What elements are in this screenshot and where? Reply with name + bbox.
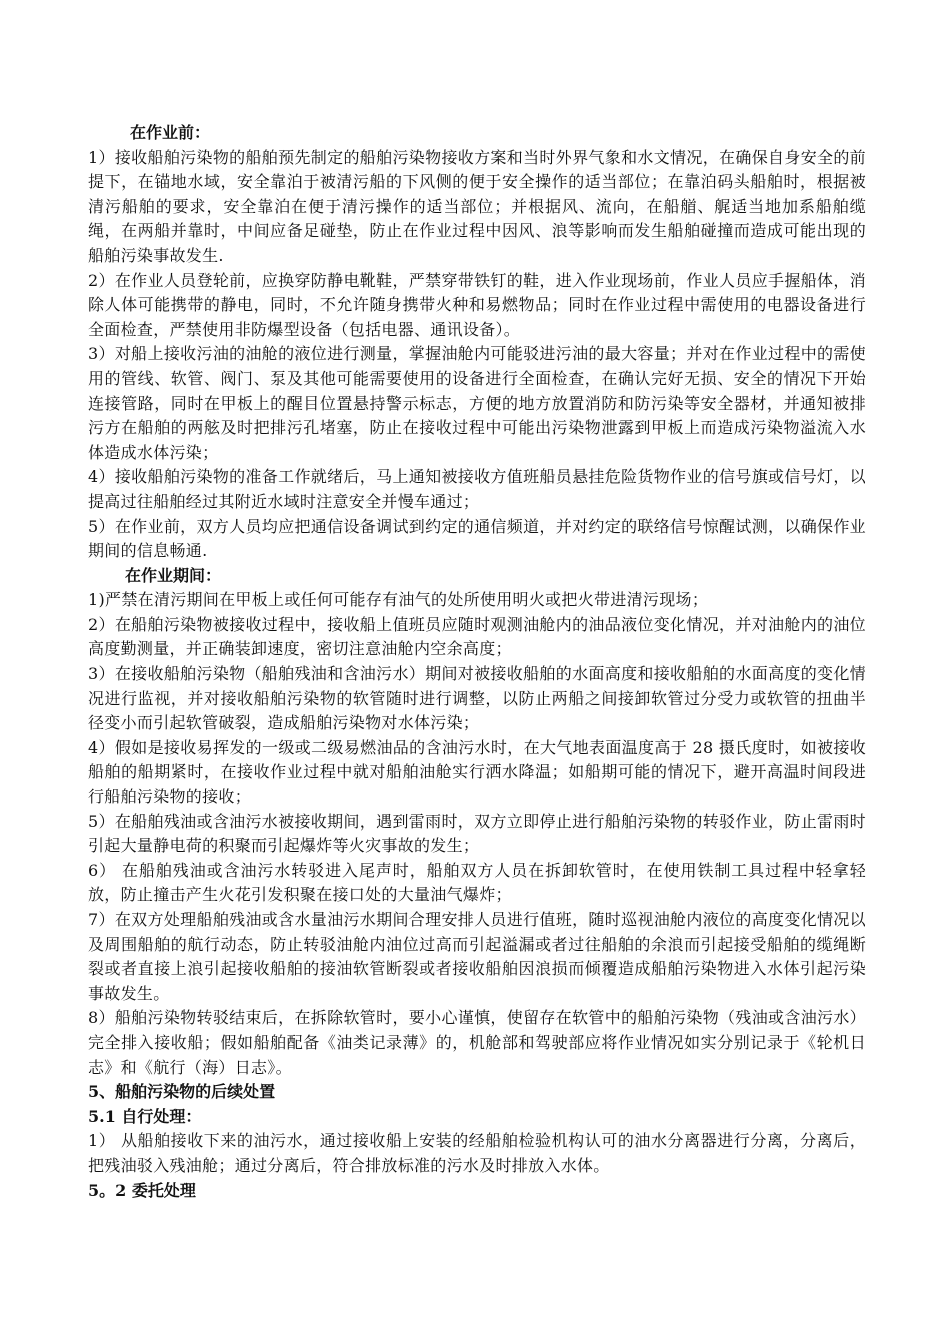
section-5-1-item-1: 1） 从船舶接收下来的油污水，通过接收船上安装的经船舶检验机构认可的油水分离器进行分离，分离后，把残油驳入残油舱；通过分离后，符合排放标准的污水及时排放入水体。 — [88, 1131, 866, 1175]
section-5-2-heading: 5。2 委托处理 — [88, 1180, 196, 1200]
during-item-6: 6） 在船舶残油或含油污水转驳进入尾声时，船舶双方人员在拆卸软管时，在使用铁制工具过程中轻拿轻放，防止撞击产生火花引发积聚在接口处的大量油气爆炸； — [88, 860, 866, 905]
during-item-1: 1)严禁在清污期间在甲板上或任何可能存有油气的处所使用明火或把火带进清污现场； — [88, 590, 709, 610]
before-operation-heading: 在作业前： — [130, 123, 211, 142]
during-item-7: 7）在双方处理船舶残油或含水量油污水期间合理安排人员进行值班，随时巡视油舱内液位的高度变化情况以及周围船舶的航行动态，防止转驳油舱内油位过高而引起溢漏或者过往船舶的余浪而引起接受船舶的缆绳断裂或者直接上浪引起接收船舶的接油软管断裂或者接收船舶因浪损而倾覆造成船舶污染物进入水体引起污染事故发生。 — [88, 910, 866, 1003]
during-item-4: 4）假如是接收易挥发的一级或二级易燃油品的含油污水时，在大气地表面温度高于 28 摄氏度时，如被接收船舶的船期紧时，在接收作业过程中就对船舶油舱实行洒水降温；如船期可能的情况下，避开高温时间段进行船舶污染物的接收； — [88, 737, 866, 807]
before-item-3: 3）对船上接收污油的油舱的液位进行测量，掌握油舱内可能驳进污油的最大容量；并对在作业过程中的需使用的管线、软管、阀门、泵及其他可能需要使用的设备进行全面检查，在确认完好无损、安全的情况下开始连接管路，同时在甲板上的醒目位置悬持警示标志，方便的地方放置消防和防污染等安全器材，并通知被排污方在船舶的两舷及时把排污孔堵塞，防止在接收过程中可能出污染物泄露到甲板上而造成污染物溢流入水体造成水体污染； — [88, 344, 866, 462]
section-5-heading: 5、船舶污染物的后续处置 — [88, 1082, 276, 1102]
before-item-2: 2）在作业人员登轮前，应换穿防静电靴鞋，严禁穿带铁钉的鞋，进入作业现场前，作业人员应手握船体，消除人体可能携带的静电，同时，不允许随身携带火种和易燃物品；同时在作业过程中需使用的电器设备进行全面检查，严禁使用非防爆型设备（包括电器、通讯设备）。 — [88, 270, 866, 339]
before-item-5: 5）在作业前，双方人员均应把通信设备调试到约定的通信频道，并对约定的联络信号惊醒试测，以确保作业期间的信息畅通. — [88, 516, 866, 561]
during-item-2: 2）在船舶污染物被接收过程中，接收船上值班员应随时观测油舱内的油品液位变化情况，并对油舱内的油位高度勤测量，并正确装卸速度，密切注意油舱内空余高度； — [88, 614, 866, 659]
during-operation-heading: 在作业期间： — [125, 565, 222, 585]
during-item-8: 8）船舶污染物转驳结束后，在拆除软管时，要小心谨慎，使留存在软管中的船舶污染物（残油或含油污水）完全排入接收船；假如船舶配备《油类记录薄》的，机舱部和驾驶部应将作业情况如实分别记录于《轮机日志》和《航行（海）日志》。 — [88, 1008, 866, 1077]
before-item-4: 4）接收船舶污染物的准备工作就绪后，马上通知被接收方值班船员悬挂危险货物作业的信号旗或信号灯，以提高过往船舶经过其附近水域时注意安全并慢车通过； — [88, 467, 866, 511]
before-item-1: 1）接收船舶污染物的船舶预先制定的船舶污染物接收方案和当时外界气象和水文情况，在确保自身安全的前提下，在锚地水域，安全靠泊于被清污船的下风侧的便于安全操作的适当部位；在靠泊码头船舶时，根据被清污船舶的要求，安全靠泊在便于清污操作的适当部位；并根据风、流向，在船艏、艉适当地加系船舶缆绳，在两船并靠时，中间应备足碰垫，防止在作业过程中因风、浪等影响而发生船舶碰撞而造成可能出现的船舶污染事故发生. — [88, 147, 866, 265]
during-item-3: 3）在接收船舶污染物（船舶残油和含油污水）期间对被接收船舶的水面高度和接收船舶的水面高度的变化情况进行监视，并对接收船舶污染物的软管随时进行调整，以防止两船之间接卸软管过分受力或软管的扭曲半径变小而引起软管破裂，造成船舶污染物对水体污染； — [88, 664, 866, 733]
section-5-1-heading: 5.1 自行处理： — [88, 1106, 202, 1126]
during-item-5: 5）在船舶残油或含油污水被接收期间，遇到雷雨时，双方立即停止进行船舶污染物的转驳作业，防止雷雨时引起大量静电荷的积聚而引起爆炸等火灾事故的发生； — [88, 811, 866, 856]
document-page — [88, 121, 866, 1203]
